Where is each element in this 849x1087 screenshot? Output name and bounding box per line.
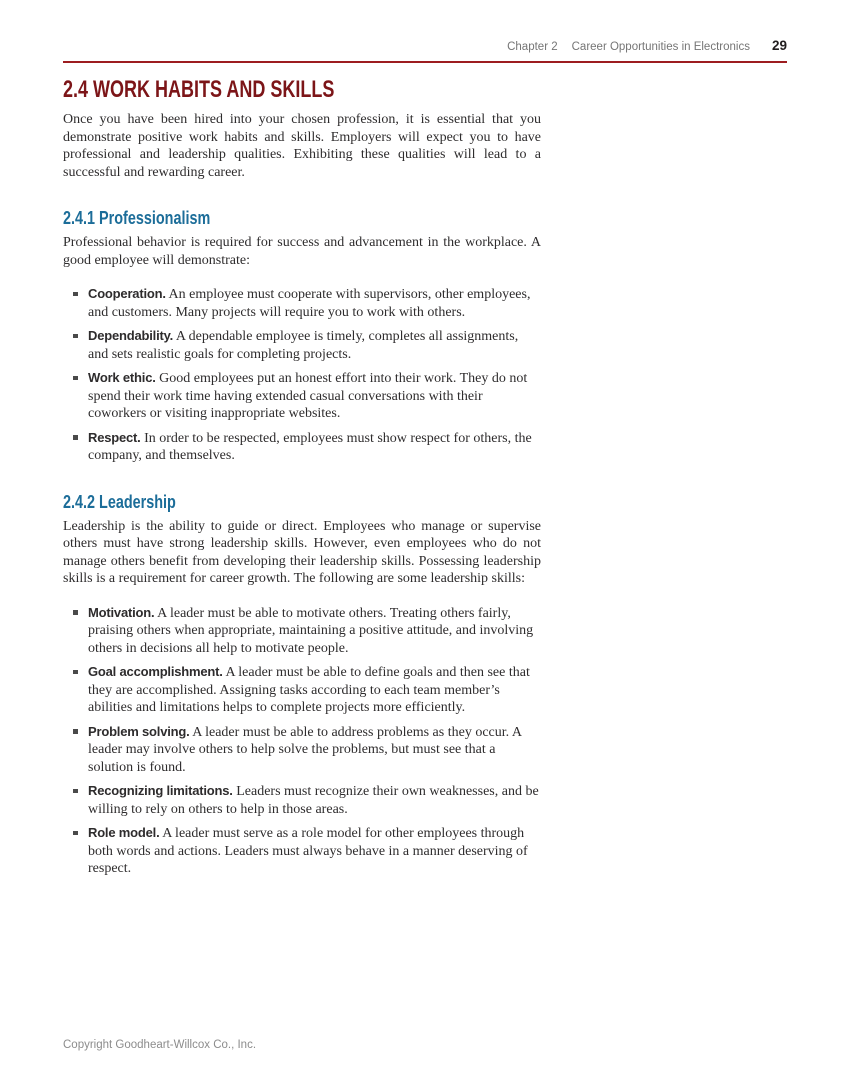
bullet-text: A leader must serve as a role model for other employees through both words and actions. Leaders must always behave in a manner deserving of respect. <box>88 826 528 876</box>
bullet-text: Leaders must recognize their own weaknesses, and be willing to rely on others to help in those areas. <box>88 784 539 817</box>
square-bullet-icon <box>73 789 78 794</box>
list-item <box>63 429 541 465</box>
square-bullet-icon <box>73 670 78 675</box>
section-intro-paragraph: Once you have been hired into your chosen profession, it is essential that you demonstrate positive work habits and skills. Employers will expect you to have professional and leadership qualities. Exhibiting these qualities will lead to a successful and rewarding career. <box>63 112 541 180</box>
bullet-term: Dependability. <box>88 328 174 343</box>
bullet-term: Recognizing limitations. <box>88 783 233 798</box>
chapter-label: Chapter 2 <box>507 41 558 53</box>
subsection-heading-leadership: 2.4.2 Leadership <box>63 491 176 512</box>
square-bullet-icon <box>73 292 78 297</box>
subsection-heading-professionalism: 2.4.1 Professionalism <box>63 208 211 228</box>
bullet-term: Motivation. <box>88 604 155 620</box>
leadership-intro-paragraph: Leadership is the ability to guide or direct. Employees who manage or supervise others must have strong leadership skills. However, even employees who do not manage others benefit from developing their leadership skills. Possessing leadership skills is a requirement for career growth. The following are some leadership skills: <box>63 518 541 586</box>
chapter-title: Career Opportunities in Electronics <box>571 41 750 53</box>
list-item <box>63 824 541 878</box>
bullet-term: Problem solving. <box>88 723 190 739</box>
professionalism-list <box>63 285 541 465</box>
list-item <box>63 663 541 717</box>
running-header <box>63 38 787 63</box>
bullet-text: An employee must cooperate with supervisors, other employees, and customers. Many projects will require you to work with others. <box>88 287 531 320</box>
bullet-term: Cooperation. <box>88 286 166 301</box>
bullet-term: Work ethic. <box>88 370 156 385</box>
bullet-text: A dependable employee is timely, completes all assignments, and sets realistic goals for completing projects. <box>88 329 519 362</box>
list-item <box>63 327 541 363</box>
list-item <box>63 604 541 658</box>
square-bullet-icon <box>73 610 78 615</box>
leadership-list <box>63 604 541 878</box>
professionalism-intro-paragraph: Professional behavior is required for success and advancement in the workplace. A good employee will demonstrate: <box>63 235 541 268</box>
bullet-text: In order to be respected, employees must show respect for others, the company, and themselves. <box>88 430 532 463</box>
list-item <box>63 782 541 818</box>
square-bullet-icon <box>73 376 78 381</box>
list-item <box>63 369 541 423</box>
bullet-text: Good employees put an honest effort into their work. They do not spend their work time having extended casual conversations with their coworkers or visiting inappropriate websites. <box>88 371 528 421</box>
bullet-text: A leader must be able to address problems as they occur. A leader may involve others to help solve the problems, but must see that a solution is found. <box>88 724 522 775</box>
page-content <box>63 76 541 884</box>
square-bullet-icon <box>73 435 78 440</box>
square-bullet-icon <box>73 334 78 339</box>
square-bullet-icon <box>73 729 78 734</box>
list-item <box>63 285 541 321</box>
section-heading: 2.4 WORK HABITS AND SKILLS <box>63 76 335 103</box>
bullet-term: Goal accomplishment. <box>88 664 223 679</box>
bullet-text: A leader must be able to motivate others. Treating others fairly, praising others when appropriate, maintaining a positive attitude, and involving others in decisions all help to motivate people. <box>88 605 534 656</box>
bullet-term: Respect. <box>88 429 141 445</box>
page-number: 29 <box>771 38 787 53</box>
square-bullet-icon <box>73 831 78 836</box>
list-item <box>63 723 541 777</box>
copyright-footer: Copyright Goodheart-Willcox Co., Inc. <box>63 1039 257 1051</box>
bullet-text: A leader must be able to define goals and then see that they are accomplished. Assigning tasks according to each team member’s abilities and limitations helps to complete projects more efficiently. <box>88 665 530 715</box>
bullet-term: Role model. <box>88 825 160 840</box>
